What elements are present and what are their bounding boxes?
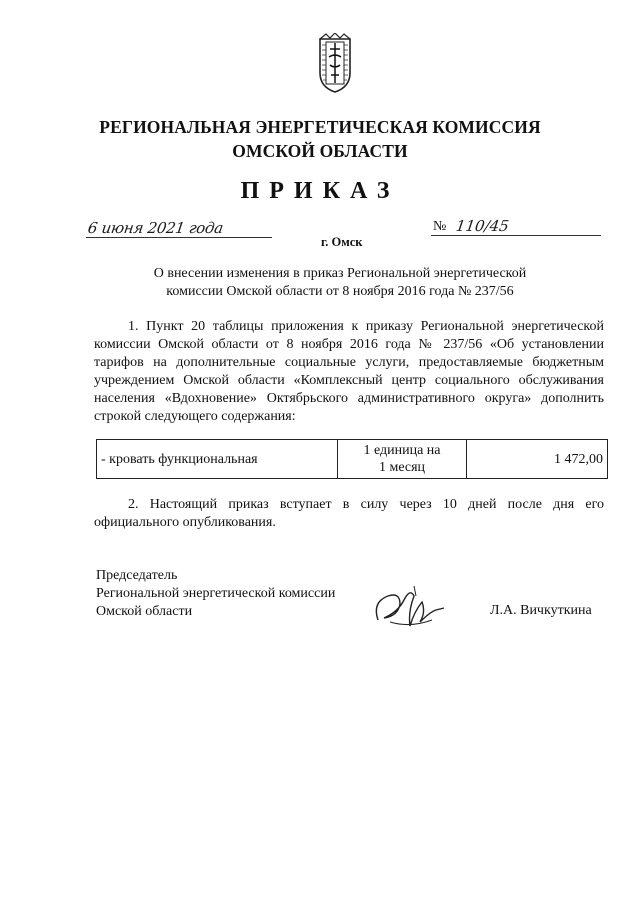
order-date-handwritten: 6 июня 2021 года — [86, 219, 225, 237]
city-label: г. Омск — [321, 235, 363, 249]
date-underline — [86, 237, 272, 238]
table-row — [97, 440, 608, 479]
paragraph-1-text: 1. Пункт 20 таблицы приложения к приказу Региональной энергетической комиссии Омской области от 8 ноября 2016 года № 237/56 «Об установлении тарифов на дополнительные социальные услуги, предоставляемые бюджетным учреждением Омской области «Комплексный центр социального обслуживания населения «Вдохновение» Октябрьского административного округа» дополнить строкой следующего содержания: — [94, 319, 604, 424]
tariff-table — [96, 439, 608, 479]
service-name-cell: - кровать функциональная — [97, 440, 338, 479]
number-underline — [431, 235, 601, 236]
order-number-handwritten: 110/45 — [454, 217, 511, 235]
organization-name-line2: ОМСКОЙ ОБЛАСТИ — [232, 141, 408, 161]
unit-cell — [338, 440, 467, 479]
organization-name-line1: РЕГИОНАЛЬНАЯ ЭНЕРГЕТИЧЕСКАЯ КОМИССИЯ — [99, 117, 541, 137]
signatory-name: Л.А. Вичкуткина — [490, 603, 592, 618]
price-cell: 1 472,00 — [467, 440, 608, 479]
order-subject — [120, 265, 560, 301]
paragraph-2-text: 2. Настоящий приказ вступает в силу через 10 дней после дня его официального опубликования. — [94, 497, 604, 530]
document-type-title: ПРИКАЗ — [240, 178, 400, 204]
unit-line2: 1 месяц — [378, 460, 426, 475]
coat-of-arms-emblem — [318, 33, 352, 93]
signatory-title — [96, 567, 335, 621]
unit-line1: 1 единица на — [363, 443, 441, 458]
paragraph-2 — [94, 496, 604, 532]
subject-line1: О внесении изменения в приказ Региональной энергетической — [153, 266, 527, 281]
subject-line2: комиссии Омской области от 8 ноября 2016 года № 237/56 — [166, 284, 514, 299]
signatory-title-line2: Региональной энергетической комиссии — [96, 586, 336, 601]
number-sign: № — [433, 219, 447, 234]
signatory-title-line3: Омской области — [96, 604, 193, 619]
paragraph-1 — [94, 318, 604, 426]
handwritten-signature — [370, 582, 450, 634]
signatory-title-line1: Председатель — [96, 568, 178, 583]
